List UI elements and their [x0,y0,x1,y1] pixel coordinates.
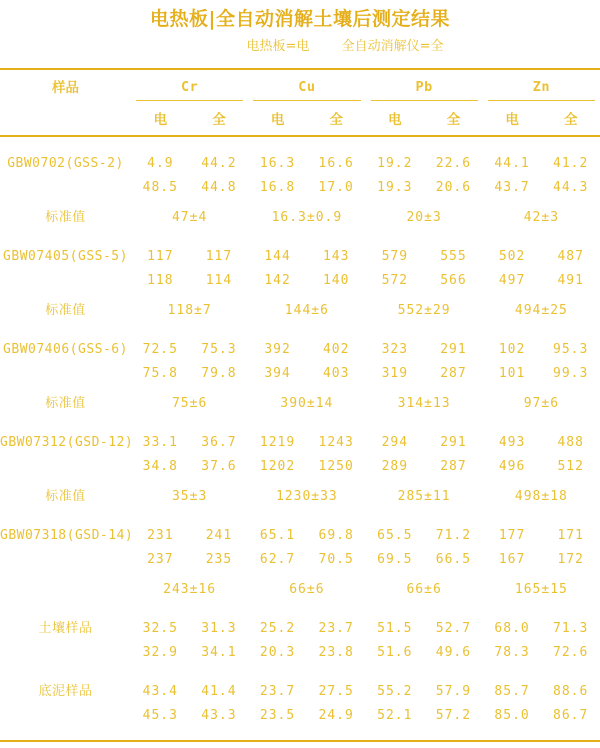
subheader-zn-dian: 电 [483,101,542,136]
value-cell: 291 [440,342,467,357]
value-cell: 36.7 [201,435,237,450]
value-cell: 177 [498,528,526,543]
value-cell: 45.3 [142,708,178,723]
value-cell: 72.6 [553,645,589,660]
value-cell: 66.5 [435,552,472,567]
table-row [0,665,600,704]
standard-row [0,572,600,602]
value-cell: 22.6 [435,156,472,171]
standard-value-cell: 66±6 [406,582,442,597]
value-cell: 79.8 [201,366,237,381]
value-cell: 294 [381,435,409,450]
value-cell: 566 [440,273,467,288]
value-cell: 41.4 [201,684,237,699]
value-cell: 323 [381,342,409,357]
table-bottom-rule [0,740,600,742]
value-cell: 172 [557,552,584,567]
value-cell: 555 [440,249,467,264]
table-head [0,69,600,136]
value-cell: 572 [381,273,409,288]
value-cell: 78.3 [494,645,530,660]
value-cell: 392 [264,342,291,357]
standard-value-cell: 118±7 [167,303,212,318]
standard-value-cell: 390±14 [280,396,334,411]
table-row [0,136,600,176]
value-cell: 512 [557,459,584,474]
value-cell: 23.5 [259,708,296,723]
value-cell: 118 [147,273,174,288]
value-cell: 394 [264,366,291,381]
sample-label: 标准值 [45,210,86,225]
value-cell: 44.3 [553,180,589,195]
value-cell: 20.3 [259,645,296,660]
table-row [0,323,600,362]
subheader-pb-dian: 电 [366,101,425,136]
standard-value-cell: 498±18 [514,489,568,504]
page-title: 电热板|全自动消解土壤后测定结果 [150,8,450,30]
table-body [0,136,600,728]
value-cell: 579 [381,249,409,264]
value-cell: 102 [498,342,526,357]
standard-value-cell: 42±3 [523,210,560,225]
value-cell: 85.0 [494,708,530,723]
sample-label: GBW07318(GSD-14) [0,528,134,543]
standard-value-cell: 97±6 [523,396,560,411]
standard-row [0,293,600,323]
standard-row [0,386,600,416]
value-cell: 4.9 [147,156,174,171]
standard-value-cell: 243±16 [163,582,217,597]
value-cell: 52.1 [377,708,413,723]
value-cell: 1250 [318,459,354,474]
group-label-pb: Pb [371,79,478,101]
sample-label [0,548,131,572]
value-cell: 25.2 [259,621,296,636]
value-cell: 43.7 [494,180,530,195]
sample-label: 标准值 [45,303,86,318]
value-cell: 65.1 [259,528,296,543]
value-cell: 69.8 [318,528,354,543]
standard-value-cell: 47±4 [171,210,208,225]
value-cell: 403 [322,366,350,381]
value-cell: 19.3 [377,180,413,195]
value-cell: 37.6 [201,459,237,474]
value-cell: 493 [498,435,526,450]
value-cell: 20.6 [435,180,472,195]
value-cell: 75.3 [201,342,237,357]
value-cell: 75.8 [142,366,178,381]
subheader-pb-quan: 全 [424,101,483,136]
value-cell: 488 [557,435,584,450]
value-cell: 32.9 [142,645,178,660]
value-cell: 487 [557,249,584,264]
value-cell: 289 [381,459,409,474]
value-cell: 231 [147,528,174,543]
value-cell: 101 [498,366,526,381]
value-cell: 287 [440,366,467,381]
value-cell: 44.8 [201,180,237,195]
value-cell: 142 [264,273,291,288]
value-cell: 43.4 [142,684,178,699]
value-cell: 69.5 [377,552,413,567]
sample-label [0,455,131,479]
value-cell: 496 [498,459,526,474]
value-cell: 237 [147,552,174,567]
standard-value-cell: 552±29 [397,303,451,318]
value-cell: 51.5 [377,621,413,636]
value-cell: 144 [264,249,291,264]
value-cell: 65.5 [377,528,413,543]
sample-label: 土壤样品 [38,621,93,636]
value-cell: 16.6 [318,156,354,171]
legend-hotplate: 电热板=电 [246,39,310,54]
value-cell: 71.3 [553,621,589,636]
value-cell: 31.3 [201,621,237,636]
value-cell: 23.7 [259,684,296,699]
sample-label [0,269,131,293]
sample-label [0,176,131,200]
method-legend [0,38,600,56]
group-label-cu: Cu [253,79,360,101]
table-row [0,230,600,269]
value-cell: 491 [557,273,584,288]
value-cell: 319 [381,366,409,381]
value-cell: 51.6 [377,645,413,660]
value-cell: 55.2 [377,684,413,699]
group-label-zn: Zn [488,79,595,101]
sample-label: GBW07312(GSD-12) [0,435,134,450]
sample-label [0,572,131,602]
value-cell: 23.8 [318,645,354,660]
value-cell: 117 [205,249,233,264]
value-cell: 19.2 [377,156,413,171]
value-cell: 1219 [259,435,296,450]
value-cell: 57.2 [435,708,472,723]
sample-label [0,362,131,386]
standard-value-cell: 20±3 [406,210,442,225]
table-row [0,362,600,386]
sample-label: GBW07406(GSS-6) [3,342,128,357]
value-cell: 41.2 [553,156,589,171]
value-cell: 502 [498,249,526,264]
standard-value-cell: 1230±33 [275,489,338,504]
column-group-cr [131,69,248,101]
standard-row [0,200,600,230]
value-cell: 241 [205,528,233,543]
value-cell: 16.8 [259,180,296,195]
results-table [0,68,600,728]
sample-label [0,641,131,665]
value-cell: 34.1 [201,645,237,660]
value-cell: 44.1 [494,156,530,171]
subheader-cr-dian: 电 [131,101,190,136]
value-cell: 167 [498,552,526,567]
subheader-cr-quan: 全 [190,101,249,136]
column-header-sample: 样品 [0,69,131,101]
value-cell: 32.5 [142,621,178,636]
subcolumn-header-row [0,101,600,136]
value-cell: 48.5 [142,180,178,195]
value-cell: 86.7 [553,708,589,723]
value-cell: 95.3 [553,342,589,357]
table-row [0,602,600,641]
standard-value-cell: 314±13 [397,396,451,411]
value-cell: 72.5 [142,342,178,357]
value-cell: 33.1 [142,435,178,450]
column-group-zn [483,69,600,101]
table-row [0,416,600,455]
value-cell: 34.8 [142,459,178,474]
legend-digester: 全自动消解仪=全 [341,39,444,54]
column-group-pb [366,69,483,101]
group-header-row [0,69,600,101]
column-group-cu [248,69,365,101]
standard-row [0,479,600,509]
sample-label: 底泥样品 [38,684,93,699]
table-row [0,704,600,728]
value-cell: 114 [205,273,233,288]
standard-value-cell: 285±11 [397,489,451,504]
value-cell: 402 [322,342,350,357]
value-cell: 71.2 [435,528,472,543]
standard-value-cell: 165±15 [514,582,568,597]
value-cell: 235 [205,552,233,567]
value-cell: 16.3 [259,156,296,171]
report-header [0,0,600,56]
value-cell: 49.6 [435,645,472,660]
value-cell: 24.9 [318,708,354,723]
value-cell: 291 [440,435,467,450]
standard-value-cell: 16.3±0.9 [271,210,343,225]
subheader-cu-quan: 全 [307,101,366,136]
value-cell: 85.7 [494,684,530,699]
value-cell: 17.0 [318,180,354,195]
value-cell: 143 [322,249,350,264]
value-cell: 1243 [318,435,354,450]
value-cell: 62.7 [259,552,296,567]
table-row [0,176,600,200]
table-row [0,548,600,572]
standard-value-cell: 66±6 [289,582,325,597]
value-cell: 88.6 [553,684,589,699]
value-cell: 171 [557,528,584,543]
sample-label: 标准值 [45,396,86,411]
value-cell: 43.3 [201,708,237,723]
table-row [0,641,600,665]
value-cell: 23.7 [318,621,354,636]
value-cell: 57.9 [435,684,472,699]
value-cell: 497 [498,273,526,288]
standard-value-cell: 75±6 [171,396,208,411]
value-cell: 68.0 [494,621,530,636]
standard-value-cell: 35±3 [171,489,208,504]
value-cell: 27.5 [318,684,354,699]
value-cell: 1202 [259,459,296,474]
value-cell: 44.2 [201,156,237,171]
sample-label [0,704,131,728]
value-cell: 287 [440,459,467,474]
value-cell: 70.5 [318,552,354,567]
value-cell: 99.3 [553,366,589,381]
value-cell: 52.7 [435,621,472,636]
standard-value-cell: 494±25 [514,303,568,318]
standard-value-cell: 144±6 [284,303,329,318]
table-row [0,269,600,293]
sample-label: GBW0702(GSS-2) [7,156,124,171]
group-label-cr: Cr [136,79,243,101]
sample-label: 标准值 [45,489,86,504]
table-row [0,455,600,479]
subheader-cu-dian: 电 [248,101,307,136]
subheader-empty [0,101,131,136]
value-cell: 117 [147,249,174,264]
sample-label: GBW07405(GSS-5) [3,249,128,264]
subheader-zn-quan: 全 [541,101,600,136]
value-cell: 140 [322,273,350,288]
table-row [0,509,600,548]
